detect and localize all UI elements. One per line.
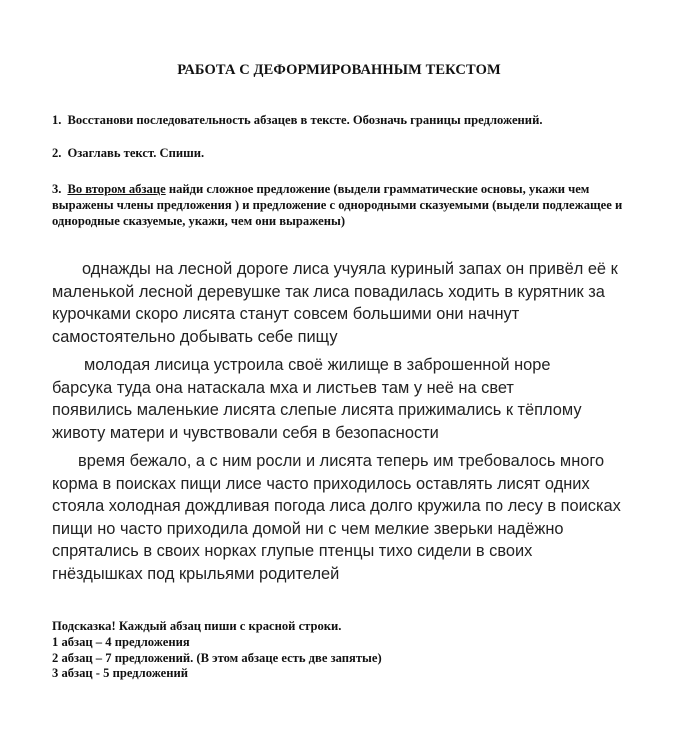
- task-1: [52, 112, 632, 128]
- hint-line: 2 абзац – 7 предложений. (В этом абзаце есть две запятые): [52, 650, 382, 665]
- task-underlined-phrase: Во втором абзаце: [67, 182, 166, 196]
- paragraph-line: стояла холодная дождливая погода лиса долго кружила по лесу в поисках: [52, 497, 621, 515]
- paragraph-line: спрятались в своих норках глупые птенцы тихо сидели в своих: [52, 542, 533, 560]
- paragraph-1: [52, 258, 642, 348]
- paragraph-line: однажды на лесной дороге лиса учуяла куриный запах он привёл её к: [82, 260, 618, 278]
- paragraph-line: курочками скоро лисята станут совсем большими они начнут: [52, 305, 520, 323]
- task-text: Восстанови последовательность абзацев в тексте. Обозначь границы предложений.: [67, 113, 543, 127]
- task-3: [52, 181, 624, 229]
- paragraph-line: барсука туда она натаскала мха и листьев там у неё на свет: [52, 378, 514, 397]
- paragraph-2: [52, 354, 642, 444]
- hint-heading: Подсказка! Каждый абзац пиши с красной строки.: [52, 619, 342, 633]
- paragraph-line: гнёздышках под крыльями родителей: [52, 564, 340, 583]
- paragraph-line: корма в поисках пищи лисе часто приходилось оставлять лисят одних: [52, 474, 590, 493]
- hint-block: [52, 619, 612, 682]
- hint-line: 3 абзац - 5 предложений: [52, 666, 189, 681]
- paragraph-line: появились маленькие лисята слепые лисята прижимались к тёплому: [52, 401, 582, 419]
- task-number: 2.: [52, 146, 62, 160]
- paragraph-line: животу матери и чувствовали себя в безопасности: [52, 423, 439, 442]
- paragraph-line: время бежало, а с ним росли и лисята теперь им требовалось много: [78, 452, 605, 470]
- task-text: найди сложное предложение (выдели грамматические основы, укажи чем выражены члены предложения ) и предложение с однородными сказуемыми (выдели подлежащее и однородные сказуемые, укажи, чем они выражены): [52, 182, 623, 228]
- task-number: 3.: [52, 182, 62, 196]
- paragraph-line: маленькой лесной деревушке так лиса повадилась ходить в курятник за: [52, 282, 605, 301]
- paragraph-line: молодая лисица устроила своё жилище в заброшенной норе: [84, 356, 551, 374]
- paragraph-line: самостоятельно добывать себе пищу: [52, 327, 338, 346]
- paragraph-line: пищи но часто приходила домой ни с чем мелкие зверьки надёжно: [52, 519, 564, 538]
- hint-line: 1 абзац – 4 предложения: [52, 634, 190, 649]
- paragraph-3: [52, 450, 642, 585]
- document-title: РАБОТА С ДЕФОРМИРОВАННЫМ ТЕКСТОМ: [177, 62, 501, 78]
- task-text: Озаглавь текст. Спиши.: [67, 146, 205, 160]
- task-2: [52, 145, 632, 161]
- task-number: 1.: [52, 113, 62, 127]
